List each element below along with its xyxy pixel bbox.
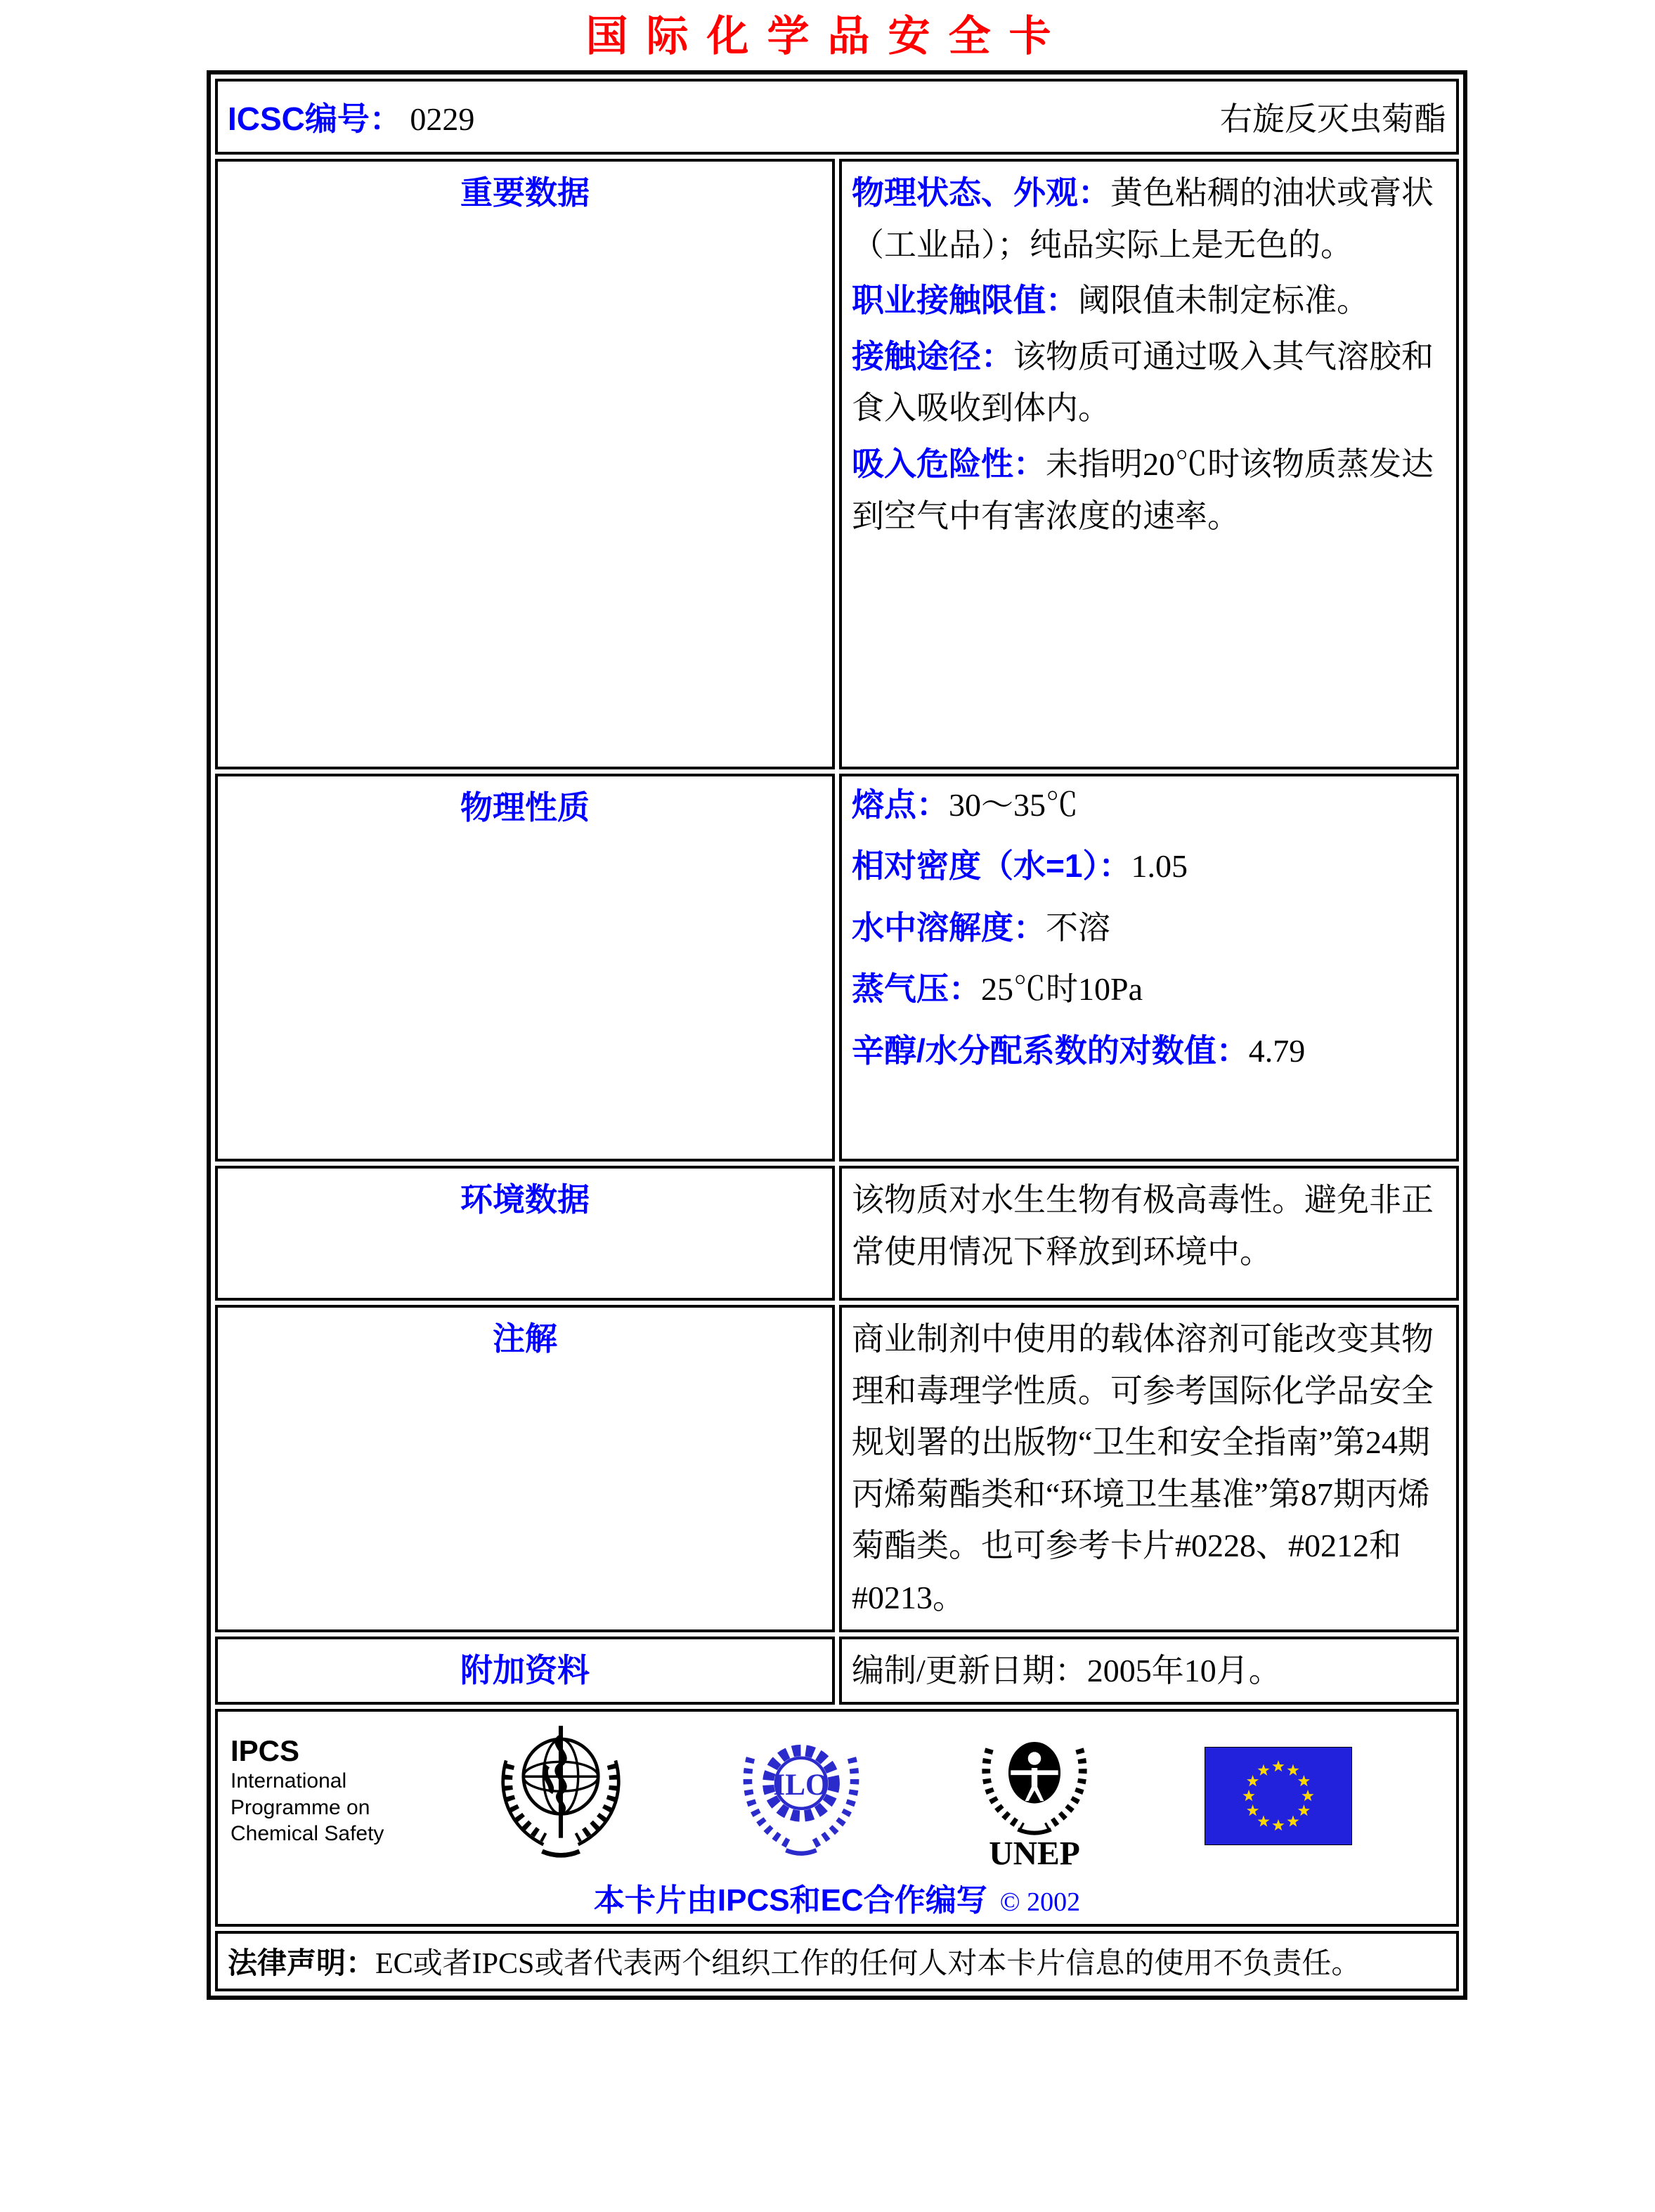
field-label: 蒸气压： (852, 970, 981, 1008)
field-text: 4.79 (1248, 1032, 1306, 1069)
unep-logo-wordmark (975, 1835, 1094, 1872)
additional-info-content (839, 1637, 1459, 1705)
chemical-name: 右旋反灭虫菊酯 (1220, 101, 1446, 137)
ipcs-block (231, 1734, 384, 1847)
field-text: 1.05 (1131, 848, 1188, 885)
section-label-physical-properties: 物理性质 (215, 774, 835, 1162)
field-label: 熔点： (852, 786, 949, 823)
field-text: 黄色粘稠的油状或膏状（工业品）；纯品实际上是无色的。 (852, 175, 1434, 263)
header-row (215, 79, 1459, 155)
field-occupational-limits (852, 275, 1446, 327)
field-vapor-pressure (852, 966, 1446, 1012)
unep-logo-text: UNEP (989, 1835, 1080, 1873)
footer-row (215, 1709, 1459, 1927)
ilo-logo-text: ILO (773, 1769, 829, 1802)
ilo-logo-icon (738, 1723, 864, 1860)
section-label-environmental-data: 环境数据 (215, 1166, 835, 1301)
legal-label: 法律声明： (228, 1946, 376, 1980)
field-partition-coefficient (852, 1028, 1446, 1074)
field-text: 阈限值未制定标准。 (1078, 282, 1369, 319)
environmental-data-content (839, 1166, 1459, 1301)
field-label: 水中溶解度： (852, 909, 1046, 946)
unep-logo (975, 1723, 1094, 1872)
field-inhalation-risk (852, 438, 1446, 542)
section-label-important-data: 重要数据 (215, 159, 835, 769)
field-text: 30～35℃ (949, 787, 1078, 823)
copyright-text: © 2002 (999, 1887, 1081, 1918)
field-label: 接触途径： (852, 337, 1013, 375)
field-label: 辛醇/水分配系数的对数值： (852, 1032, 1249, 1069)
field-water-solubility (852, 905, 1446, 951)
credit-line (223, 1875, 1450, 1920)
field-label: 吸入危险性： (852, 445, 1046, 482)
additional-info-row (215, 1637, 1459, 1705)
notes-text: 商业制剂中使用的载体溶剂可能改变其物理和毒理学性质。可参考国际化学品安全规划署的出版物“卫生和安全指南”第24期丙烯菊酯类和“环境卫生基准”第87期丙烯菊酯类。也可参考卡片#0228、#0212和#0213。 (852, 1321, 1434, 1615)
additional-info-text: 编制/更新日期：2005年10月。 (852, 1652, 1281, 1689)
field-text: 未指明20℃时该物质蒸发达到空气中有害浓度的速率。 (852, 445, 1434, 534)
field-physical-state (852, 167, 1446, 271)
field-label: 物理状态、外观： (852, 174, 1110, 211)
field-label: 职业接触限值： (852, 282, 1078, 319)
field-text: 不溶 (1046, 909, 1110, 946)
who-logo-icon (494, 1723, 628, 1863)
field-exposure-routes (852, 331, 1446, 434)
field-text: 该物质可通过吸入其气溶胶和食入吸收到体内。 (852, 338, 1434, 427)
legal-row (215, 1931, 1459, 1991)
credit-text: 本卡片由IPCS和EC合作编写 (593, 1883, 987, 1918)
notes-content (839, 1305, 1459, 1632)
page-title: 国际化学品安全卡 (585, 13, 1070, 60)
icsc-card-table (207, 70, 1467, 2000)
legal-text: EC或者IPCS或者代表两个组织工作的任何人对本卡片信息的使用不负责任。 (375, 1948, 1361, 1981)
field-relative-density (852, 843, 1446, 889)
physical-properties-content (839, 774, 1459, 1162)
physical-properties-row (215, 774, 1459, 1162)
environmental-data-text: 该物质对水生生物有极高毒性。避免非正常使用情况下释放到环境中。 (852, 1182, 1434, 1270)
field-melting-point (852, 782, 1446, 828)
icsc-number-label: ICSC编号： (228, 100, 402, 137)
important-data-row (215, 159, 1459, 769)
field-label: 相对密度（水=1）： (852, 847, 1131, 885)
ipcs-subtitle-line: Chemical Safety (231, 1822, 384, 1846)
icsc-number-value: 0229 (410, 101, 475, 137)
unep-logo-icon (975, 1723, 1094, 1835)
section-label-additional-info: 附加资料 (215, 1637, 835, 1705)
legal-cell (215, 1931, 1459, 1991)
important-data-content (839, 159, 1459, 769)
ipcs-subtitle-line: International (231, 1769, 347, 1793)
ipcs-subtitle-line: Programme on (231, 1795, 370, 1819)
footer-cell (215, 1709, 1459, 1927)
field-text: 25℃时10Pa (981, 971, 1143, 1008)
section-label-notes: 注解 (215, 1305, 835, 1632)
environmental-data-row (215, 1166, 1459, 1301)
ipcs-title: IPCS (231, 1734, 300, 1768)
notes-row (215, 1305, 1459, 1632)
icsc-number-group (228, 93, 474, 140)
eu-flag-icon (1205, 1747, 1352, 1845)
